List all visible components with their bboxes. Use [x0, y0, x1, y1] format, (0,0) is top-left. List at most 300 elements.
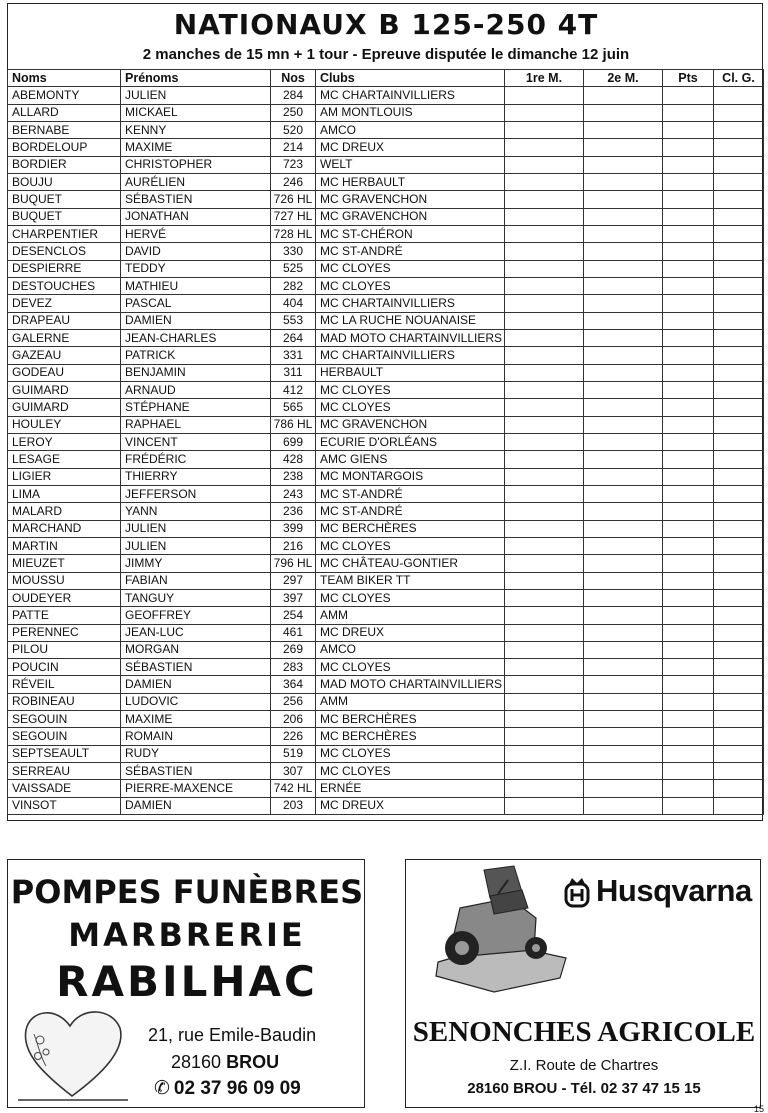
result-run2 [584, 624, 663, 641]
result-run2 [584, 485, 663, 502]
ad-phone [154, 1077, 301, 1100]
result-run1 [505, 763, 584, 780]
result-run2 [584, 676, 663, 693]
rider-club: WELT [316, 156, 505, 173]
rider-surname: SEGOUIN [8, 711, 121, 728]
result-overall [714, 641, 764, 658]
table-row [8, 763, 764, 780]
result-run2 [584, 451, 663, 468]
result-run2 [584, 503, 663, 520]
result-points [663, 312, 714, 329]
result-points [663, 191, 714, 208]
rider-number: 250 [271, 104, 316, 121]
table-row [8, 364, 764, 381]
result-points [663, 676, 714, 693]
rider-club: MC ST-ANDRÉ [316, 503, 505, 520]
rider-club: MC CHARTAINVILLIERS [316, 347, 505, 364]
result-overall [714, 451, 764, 468]
result-overall [714, 416, 764, 433]
result-points [663, 797, 714, 814]
result-points [663, 659, 714, 676]
table-row [8, 555, 764, 572]
rider-number: 565 [271, 399, 316, 416]
result-run2 [584, 555, 663, 572]
rider-number: 786 HL [271, 416, 316, 433]
result-run2 [584, 156, 663, 173]
rider-firstname: DAMIEN [121, 676, 271, 693]
result-run2 [584, 693, 663, 710]
rider-club: MC DREUX [316, 139, 505, 156]
rider-surname: SEGOUIN [8, 728, 121, 745]
result-points [663, 416, 714, 433]
rider-firstname: SÉBASTIEN [121, 763, 271, 780]
table-row [8, 468, 764, 485]
table-row [8, 347, 764, 364]
race-subtitle: 2 manches de 15 mn + 1 tour - Epreuve disputée le dimanche 12 juin [142, 46, 630, 63]
result-overall [714, 347, 764, 364]
rider-surname: MARTIN [8, 537, 121, 554]
result-overall [714, 243, 764, 260]
result-run1 [505, 503, 584, 520]
rider-surname: LIMA [8, 485, 121, 502]
rider-club: MC GRAVENCHON [316, 191, 505, 208]
result-points [663, 277, 714, 294]
rider-club: MC LA RUCHE NOUANAISE [316, 312, 505, 329]
rider-surname: MALARD [8, 503, 121, 520]
result-points [663, 520, 714, 537]
rider-firstname: JULIEN [121, 520, 271, 537]
result-run2 [584, 797, 663, 814]
rider-surname: DEVEZ [8, 295, 121, 312]
result-run2 [584, 243, 663, 260]
result-run2 [584, 277, 663, 294]
result-run1 [505, 260, 584, 277]
rider-surname: VINSOT [8, 797, 121, 814]
column-header: Clubs [316, 70, 505, 87]
rider-number: 236 [271, 503, 316, 520]
result-run1 [505, 364, 584, 381]
rider-club: ECURIE D'ORLÉANS [316, 433, 505, 450]
rider-number: 226 [271, 728, 316, 745]
result-run2 [584, 589, 663, 606]
result-run1 [505, 572, 584, 589]
rider-firstname: YANN [121, 503, 271, 520]
result-run1 [505, 780, 584, 797]
rider-firstname: TANGUY [121, 589, 271, 606]
table-row [8, 295, 764, 312]
result-run1 [505, 485, 584, 502]
result-points [663, 693, 714, 710]
result-run2 [584, 260, 663, 277]
result-run1 [505, 624, 584, 641]
result-run2 [584, 312, 663, 329]
rider-number: 214 [271, 139, 316, 156]
rider-club: MC CLOYES [316, 763, 505, 780]
result-run2 [584, 572, 663, 589]
table-row [8, 780, 764, 797]
rider-club: MC GRAVENCHON [316, 416, 505, 433]
result-overall [714, 624, 764, 641]
rider-club: MC DREUX [316, 624, 505, 641]
rider-number: 254 [271, 607, 316, 624]
result-run2 [584, 520, 663, 537]
rider-surname: GUIMARD [8, 381, 121, 398]
rider-number: 206 [271, 711, 316, 728]
rider-firstname: VINCENT [121, 433, 271, 450]
result-run2 [584, 208, 663, 225]
result-run2 [584, 780, 663, 797]
rider-club: AMCO [316, 121, 505, 138]
result-overall [714, 208, 764, 225]
table-row [8, 173, 764, 190]
result-run2 [584, 191, 663, 208]
rider-surname: ALLARD [8, 104, 121, 121]
result-overall [714, 139, 764, 156]
rider-club: AMM [316, 607, 505, 624]
result-points [663, 121, 714, 138]
rider-firstname: TEDDY [121, 260, 271, 277]
table-row [8, 693, 764, 710]
rider-firstname: GEOFFREY [121, 607, 271, 624]
brand-name: Husqvarna [596, 873, 752, 908]
rider-firstname: ROMAIN [121, 728, 271, 745]
rider-club: MC CLOYES [316, 537, 505, 554]
table-header-row [8, 70, 764, 87]
result-run2 [584, 607, 663, 624]
result-overall [714, 607, 764, 624]
rider-surname: PERENNEC [8, 624, 121, 641]
company-name: RABILHAC [56, 957, 318, 1006]
rider-firstname: KENNY [121, 121, 271, 138]
result-run1 [505, 329, 584, 346]
results-table [7, 69, 764, 815]
rider-surname: PATTE [8, 607, 121, 624]
rider-club: MC DREUX [316, 797, 505, 814]
rider-firstname: DAVID [121, 243, 271, 260]
table-row [8, 399, 764, 416]
result-points [663, 745, 714, 762]
rider-surname: VAISSADE [8, 780, 121, 797]
rider-firstname: JEFFERSON [121, 485, 271, 502]
result-points [663, 381, 714, 398]
rider-firstname: JEAN-LUC [121, 624, 271, 641]
result-points [663, 624, 714, 641]
ad-heading: POMPES FUNÈBRES [10, 873, 364, 911]
rider-number: 238 [271, 468, 316, 485]
result-run1 [505, 433, 584, 450]
result-overall [714, 520, 764, 537]
result-run2 [584, 763, 663, 780]
rider-surname: DESPIERRE [8, 260, 121, 277]
rider-firstname: SÉBASTIEN [121, 659, 271, 676]
rider-surname: SEPTSEAULT [8, 745, 121, 762]
rider-club: AM MONTLOUIS [316, 104, 505, 121]
result-run1 [505, 607, 584, 624]
result-points [663, 555, 714, 572]
rider-surname: PILOU [8, 641, 121, 658]
rider-firstname: DAMIEN [121, 797, 271, 814]
rider-number: 520 [271, 121, 316, 138]
rider-surname: BORDIER [8, 156, 121, 173]
rider-firstname: STÉPHANE [121, 399, 271, 416]
result-points [663, 243, 714, 260]
result-overall [714, 295, 764, 312]
rider-club: HERBAULT [316, 364, 505, 381]
result-points [663, 503, 714, 520]
rider-firstname: THIERRY [121, 468, 271, 485]
rider-club: MC CHÂTEAU-GONTIER [316, 555, 505, 572]
result-run1 [505, 121, 584, 138]
rider-firstname: SÉBASTIEN [121, 191, 271, 208]
result-points [663, 156, 714, 173]
rider-number: 726 HL [271, 191, 316, 208]
husqvarna-crown-icon [563, 878, 591, 908]
result-run1 [505, 87, 584, 104]
rider-firstname: JULIEN [121, 537, 271, 554]
result-run1 [505, 104, 584, 121]
ad-contact: 28160 BROU - Tél. 02 37 47 15 15 [467, 1080, 701, 1097]
result-overall [714, 121, 764, 138]
result-overall [714, 433, 764, 450]
table-row [8, 208, 764, 225]
rider-number: 269 [271, 641, 316, 658]
result-overall [714, 225, 764, 242]
result-overall [714, 156, 764, 173]
result-run1 [505, 693, 584, 710]
result-run2 [584, 173, 663, 190]
rider-number: 246 [271, 173, 316, 190]
result-overall [714, 260, 764, 277]
result-points [663, 711, 714, 728]
table-row [8, 607, 764, 624]
rider-firstname: HERVÉ [121, 225, 271, 242]
rider-number: 399 [271, 520, 316, 537]
result-points [663, 260, 714, 277]
ad-address: 21, rue Emile-Baudin [148, 1025, 317, 1045]
result-points [663, 104, 714, 121]
rider-surname: GALERNE [8, 329, 121, 346]
result-points [663, 364, 714, 381]
table-row [8, 451, 764, 468]
result-points [663, 641, 714, 658]
table-row [8, 416, 764, 433]
table-row [8, 121, 764, 138]
result-points [663, 763, 714, 780]
result-run1 [505, 797, 584, 814]
rider-number: 412 [271, 381, 316, 398]
rider-club: TEAM BIKER TT [316, 572, 505, 589]
result-points [663, 607, 714, 624]
rider-number: 727 HL [271, 208, 316, 225]
rider-firstname: MICKAEL [121, 104, 271, 121]
rider-surname: BOUJU [8, 173, 121, 190]
table-row [8, 624, 764, 641]
table-row [8, 156, 764, 173]
result-run1 [505, 468, 584, 485]
result-run2 [584, 537, 663, 554]
rider-club: MC CLOYES [316, 399, 505, 416]
rider-number: 397 [271, 589, 316, 606]
result-overall [714, 745, 764, 762]
result-points [663, 468, 714, 485]
rider-firstname: JONATHAN [121, 208, 271, 225]
rider-club: MC HERBAULT [316, 173, 505, 190]
rider-number: 404 [271, 295, 316, 312]
rider-club: MC MONTARGOIS [316, 468, 505, 485]
rider-surname: LIGIER [8, 468, 121, 485]
city-name: BROU [226, 1052, 280, 1072]
rider-club: MC BERCHÈRES [316, 711, 505, 728]
rider-firstname: RAPHAEL [121, 416, 271, 433]
result-run1 [505, 173, 584, 190]
table-row [8, 659, 764, 676]
rider-firstname: FRÉDÉRIC [121, 451, 271, 468]
table-row [8, 225, 764, 242]
result-run1 [505, 225, 584, 242]
table-row [8, 572, 764, 589]
result-overall [714, 329, 764, 346]
rider-surname: CHARPENTIER [8, 225, 121, 242]
rider-number: 243 [271, 485, 316, 502]
rider-club: MC CLOYES [316, 381, 505, 398]
result-overall [714, 381, 764, 398]
result-points [663, 295, 714, 312]
page-title: NATIONAUX B 125-250 4T [173, 8, 599, 41]
rider-firstname: MAXIME [121, 711, 271, 728]
result-run1 [505, 277, 584, 294]
table-row [8, 433, 764, 450]
result-overall [714, 555, 764, 572]
table-row [8, 243, 764, 260]
table-body [8, 87, 764, 815]
rider-surname: GAZEAU [8, 347, 121, 364]
result-overall [714, 485, 764, 502]
rider-surname: HOULEY [8, 416, 121, 433]
table-row [8, 139, 764, 156]
rider-number: 796 HL [271, 555, 316, 572]
rider-firstname: RUDY [121, 745, 271, 762]
rider-number: 203 [271, 797, 316, 814]
result-run1 [505, 416, 584, 433]
result-points [663, 537, 714, 554]
result-run2 [584, 381, 663, 398]
result-run1 [505, 520, 584, 537]
result-run1 [505, 451, 584, 468]
result-run1 [505, 728, 584, 745]
rider-club: MC CLOYES [316, 745, 505, 762]
rider-number: 525 [271, 260, 316, 277]
rider-firstname: PIERRE-MAXENCE [121, 780, 271, 797]
rider-club: MC ST-ANDRÉ [316, 243, 505, 260]
rider-firstname: AURÉLIEN [121, 173, 271, 190]
rider-firstname: JEAN-CHARLES [121, 329, 271, 346]
result-run2 [584, 295, 663, 312]
husqvarna-ad [405, 859, 761, 1108]
result-overall [714, 468, 764, 485]
result-run2 [584, 364, 663, 381]
table-row [8, 104, 764, 121]
rider-firstname: JIMMY [121, 555, 271, 572]
result-points [663, 728, 714, 745]
ad-heading: MARBRERIE [68, 916, 306, 954]
result-run1 [505, 589, 584, 606]
table-row [8, 503, 764, 520]
result-run2 [584, 121, 663, 138]
page-number: 15 [753, 1104, 764, 1113]
result-run2 [584, 104, 663, 121]
result-run2 [584, 641, 663, 658]
postal-code: 28160 [171, 1052, 222, 1072]
rider-firstname: MORGAN [121, 641, 271, 658]
result-points [663, 208, 714, 225]
rider-number: 519 [271, 745, 316, 762]
rider-surname: OUDEYER [8, 589, 121, 606]
rider-number: 264 [271, 329, 316, 346]
result-run1 [505, 191, 584, 208]
result-overall [714, 87, 764, 104]
result-points [663, 399, 714, 416]
result-run1 [505, 347, 584, 364]
rider-number: 282 [271, 277, 316, 294]
table-row [8, 485, 764, 502]
result-points [663, 433, 714, 450]
result-run1 [505, 208, 584, 225]
rider-surname: LESAGE [8, 451, 121, 468]
result-overall [714, 173, 764, 190]
rider-club: MC CHARTAINVILLIERS [316, 295, 505, 312]
result-run2 [584, 87, 663, 104]
table-row [8, 728, 764, 745]
result-run2 [584, 416, 663, 433]
result-run1 [505, 295, 584, 312]
column-header: Noms [8, 70, 121, 87]
table-row [8, 329, 764, 346]
result-points [663, 329, 714, 346]
result-points [663, 225, 714, 242]
result-overall [714, 537, 764, 554]
rider-firstname: BENJAMIN [121, 364, 271, 381]
column-header: Prénoms [121, 70, 271, 87]
result-overall [714, 711, 764, 728]
rider-firstname: JULIEN [121, 87, 271, 104]
rider-number: 330 [271, 243, 316, 260]
rider-club: MC CLOYES [316, 589, 505, 606]
result-run1 [505, 243, 584, 260]
rider-club: MC BERCHÈRES [316, 520, 505, 537]
table-row [8, 87, 764, 104]
result-overall [714, 312, 764, 329]
ad-city [171, 1052, 279, 1073]
result-run1 [505, 537, 584, 554]
rider-club: MC ST-CHÉRON [316, 225, 505, 242]
rider-number: 428 [271, 451, 316, 468]
result-run1 [505, 711, 584, 728]
result-overall [714, 277, 764, 294]
result-run2 [584, 711, 663, 728]
funeral-ad [7, 859, 365, 1108]
rider-surname: BERNABE [8, 121, 121, 138]
result-overall [714, 503, 764, 520]
result-overall [714, 589, 764, 606]
result-run1 [505, 399, 584, 416]
result-points [663, 589, 714, 606]
result-overall [714, 797, 764, 814]
rider-firstname: LUDOVIC [121, 693, 271, 710]
result-run1 [505, 641, 584, 658]
result-overall [714, 399, 764, 416]
rider-surname: GUIMARD [8, 399, 121, 416]
rider-number: 216 [271, 537, 316, 554]
